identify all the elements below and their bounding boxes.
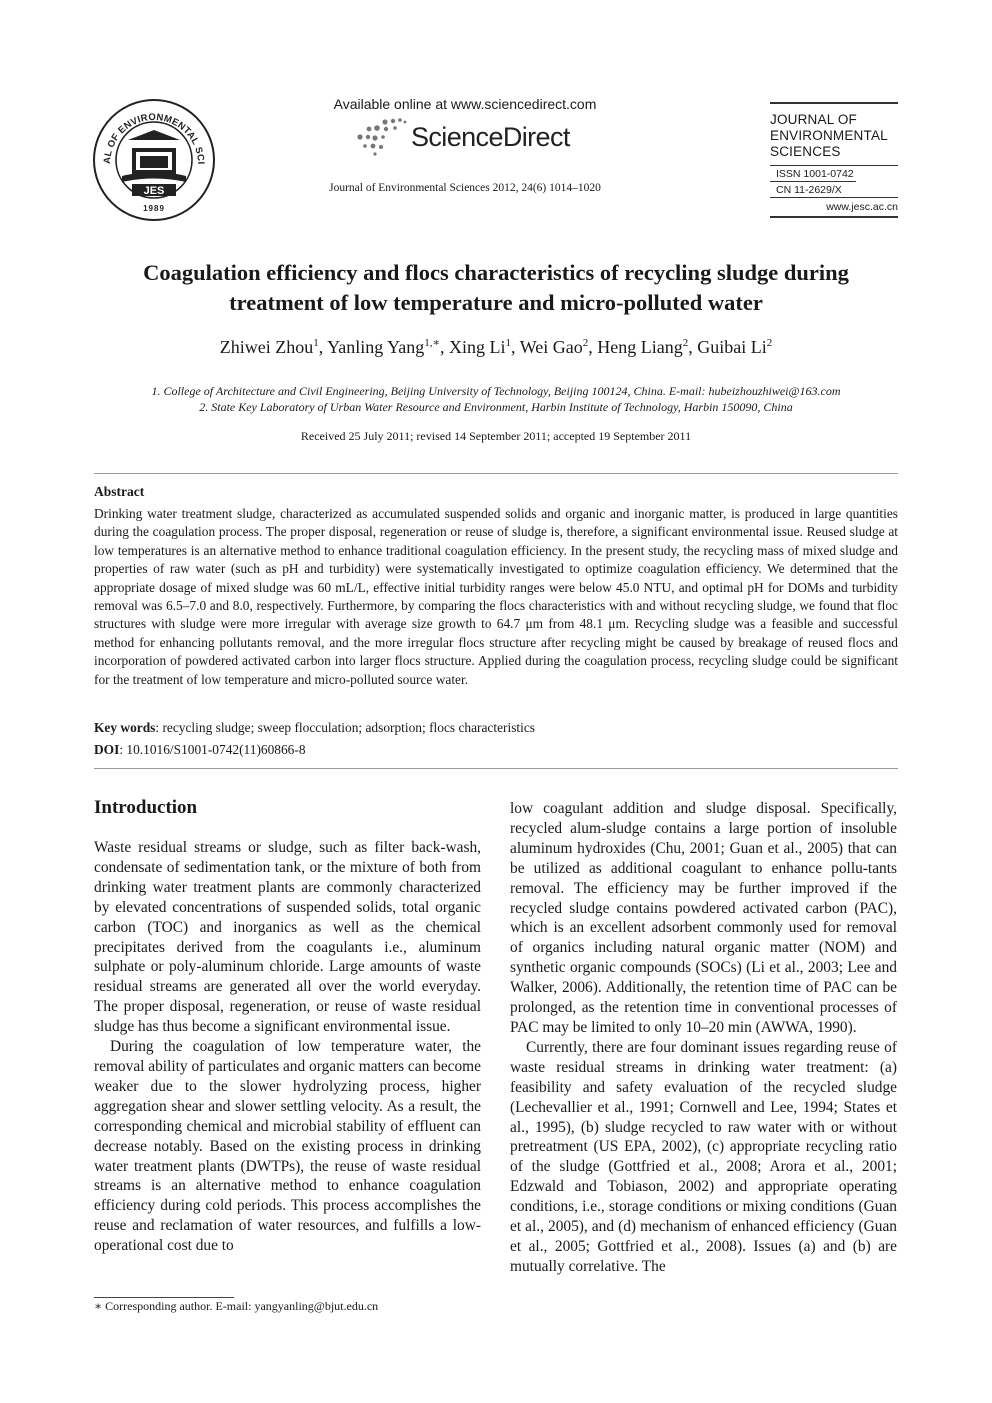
issn: ISSN 1001-0742 (776, 168, 854, 180)
divider (94, 473, 898, 474)
journal-info-box (770, 102, 898, 218)
cn-number: CN 11-2629/X (776, 184, 842, 196)
section-heading-introduction: Introduction (94, 797, 198, 818)
affiliations (96, 383, 896, 415)
affiliation: 2. State Key Laboratory of Urban Water Resource and Environment, Harbin Institute of Technology, Harbin 150090, China (199, 400, 793, 414)
divider (94, 768, 898, 769)
author-list: Zhiwei Zhou$^1$, Yanling Yang$^{1,∗}$, Xing Li$^1$, Wei Gao$^2$, Heng Liang$^2$, Guibai Li$^2$ (219, 337, 773, 357)
abstract-body: Drinking water treatment sludge, characterized as accumulated suspended solids and organic and inorganic matter, is produced in large quantities during the coagulation process. The proper disposal, regeneration or reuse of sludge is, therefore, a significant environmental issue. Reused sludge at low temperatures is an alternative method to enhance traditional coagulation efficiency. In the present study, the recycling mass of mixed sludge and properties of raw water (such as pH and turbidity) were systematically investigated to optimize coagulation efficiency. We determined that the appropriate dosage of mixed sludge was 60 mL/L, effective initial turbidity ranges were below 45.0 NTU, and optimal pH for DOMs and turbidity removal was 6.5–7.0 and 8.0, respectively. Furthermore, by comparing the flocs characteristics with and without recycling sludge, we found that floc structures with sludge were more irregular with average size growth to 64.7 μm from 48.1 μm. Recycling sludge was a feasible and successful method for enhancing pollutants removal, and the more irregular flocs structure after recycling might be caused by breakage of reused flocs and incorporation of powdered activated carbon into larger flocs structure. Applied during the coagulation process, recycling sludge could be significant for the treatment of low temperature and micro-polluted source water. (94, 506, 898, 687)
keywords: Key words: recycling sludge; sweep flocculation; adsorption; flocs characteristics (94, 720, 536, 735)
journal-citation: Journal of Environmental Sciences 2012, 24(6) 1014–1020 (329, 182, 601, 194)
journal-name: JOURNAL OF ENVIRONMENTAL SCIENCES (770, 112, 888, 159)
author: Guibai Li (697, 337, 767, 357)
journal-url[interactable]: www.jesc.ac.cn (826, 201, 898, 213)
author: Yanling Yang (327, 337, 425, 357)
author: Xing Li (449, 337, 506, 357)
available-online: Available online at www.sciencedirect.com (333, 96, 597, 112)
right-column (510, 799, 897, 1277)
paragraph: During the coagulation of low temperature water, the removal ability of particulates and organic matters can become weaker due to the slower hydrolyzing process, higher aggregation shear and slower settling velocity. As a result, the corresponding chemical and microbial stability of effluent can decrease notably. Based on the existing process in drinking water treatment plants (DWTPs), the reuse of waste residual streams is an alternative method to enhance coagulation efficiency during cold periods. This process accomplishes the reuse and reclamation of water resources, and fulfills a low-operational cost due to (94, 1038, 481, 1255)
author: Wei Gao (519, 337, 583, 357)
author: Heng Liang (597, 337, 683, 357)
seal-text: AL OF ENVIRONMENTAL SCI (101, 111, 207, 165)
sciencedirect-dots-icon (355, 116, 409, 156)
author: Zhiwei Zhou (219, 337, 314, 357)
received-dates: Received 25 July 2011; revised 14 September 2011; accepted 19 September 2011 (300, 429, 692, 443)
doi: DOI: 10.1016/S1001-0742(11)60866-8 (94, 742, 306, 757)
footnote-rule (94, 1297, 234, 1298)
paragraph: Waste residual streams or sludge, such as filter back-wash, condensate of sedimentation tank, or the mixture of both from drinking water treatment plants are commonly characterized by elevated concentrations of suspended solids, total organic carbon (TOC) and inorganics as well as the chemical precipitates derived from the coagulants i.e., aluminum sulphate or poly-aluminum chloride. Large amounts of waste residual streams are generated all over the world everyday. The proper disposal, regeneration, or reuse of waste residual sludge has thus become a significant environmental issue. (94, 839, 481, 1036)
paragraph: low coagulant addition and sludge disposal. Specifically, recycled alum-sludge contains a large portion of insoluble aluminum hydroxides (Chu, 2001; Guan et al., 2005) that can be utilized as additional coagulant to enhance pollu-tants removal. The efficiency may be further improved if the recycled sludge contains powdered activated carbon (PAC), which is an excellent adsorbent commonly used for removal of organics including natural organic matter (NOM) and synthetic organic compounds (SOCs) (Li et al., 2003; Lee and Walker, 2006). Additionally, the retention time of PAC can be prolonged, as the retention time in conventional processes of PAC may be limited to only 10–20 min (AWWA, 1990). (510, 800, 897, 1036)
seal-abbr: JES (143, 185, 165, 197)
sciencedirect-wordmark: ScienceDirect (411, 122, 570, 152)
paper-title: Coagulation efficiency and flocs characteristics of recycling sludge during treatment of low temperature and micro-polluted water (143, 260, 849, 315)
jes-seal-icon (92, 98, 216, 222)
journal-logo (92, 98, 216, 222)
abstract-heading: Abstract (94, 484, 145, 499)
seal-year: 1989 (143, 204, 165, 213)
affiliation: 1. College of Architecture and Civil Engineering, Beijing University of Technology, Beijing 100124, China. E-mail: hubeizhouzhiwei@163.com (151, 384, 841, 398)
paragraph: Currently, there are four dominant issues regarding reuse of waste residual streams in drinking water treatment: (a) feasibility and safety evaluation of the recycled sludge (Lechevallier et al., 1991; Cornwell and Lee, 1994; States et al., 1995), (b) sludge recycled to raw water with or without pretreatment (US EPA, 2002), (c) appropriate recycling ratio of the sludge (Gottfried et al., 2008; Arora et al., 2001; Edzwald and Tobiason, 2002) and appropriate operating conditions, i.e., storage conditions or mixing conditions (Guan et al., 2005), and (d) mechanism of enhanced efficiency (Guan et al., 2005; Gottfried et al., 2008). Issues (a) and (b) are mutually correlative. The (510, 1038, 897, 1275)
left-column (94, 838, 481, 1256)
sciencedirect-brand (355, 116, 585, 160)
corresponding-author-footnote: ∗ Corresponding author. E-mail: yangyanling@bjut.edu.cn (94, 1299, 379, 1313)
